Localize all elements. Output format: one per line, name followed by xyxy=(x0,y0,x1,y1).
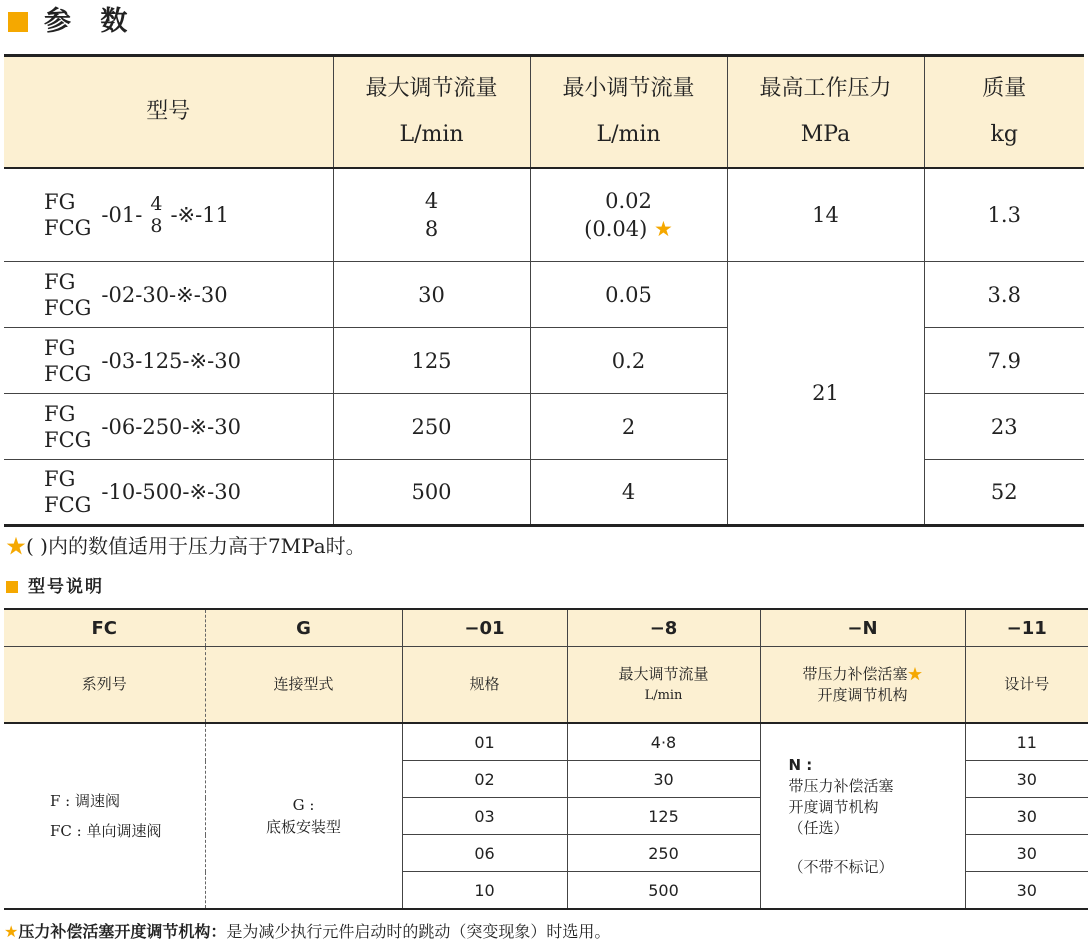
series-options: F : 调速阀 FC : 单向调速阀 xyxy=(4,723,205,909)
pressure-cell: 21 xyxy=(727,262,924,526)
star-icon: ★ xyxy=(907,664,923,683)
desc-max-flow: 最大调节流量 L/min xyxy=(567,647,760,724)
size-cell: 01 xyxy=(402,723,567,761)
max-flow-cell: 250 xyxy=(333,394,530,460)
max-flow-cell: 500 xyxy=(333,460,530,526)
design-cell: 30 xyxy=(965,798,1088,835)
pressure-cell: 14 xyxy=(727,168,924,262)
max-flow-cell: 30 xyxy=(333,262,530,328)
model-code-table xyxy=(4,608,1088,910)
section-marker-icon xyxy=(6,581,18,593)
header-mass: 质量 kg xyxy=(924,56,1084,168)
flow-cell: 250 xyxy=(567,835,760,872)
size-cell: 03 xyxy=(402,798,567,835)
code-series: FC xyxy=(4,609,205,647)
mass-cell: 7.9 xyxy=(924,328,1084,394)
design-cell: 11 xyxy=(965,723,1088,761)
flow-cell: 125 xyxy=(567,798,760,835)
flow-cell: 500 xyxy=(567,872,760,910)
section-title: 型号说明 xyxy=(28,577,104,597)
size-cell: 10 xyxy=(402,872,567,910)
header-model: 型号 xyxy=(4,56,333,168)
model-cell: FG FCG -01- 4 8 -※-11 xyxy=(4,168,333,262)
spec-table xyxy=(4,54,1084,527)
header-min-flow: 最小调节流量 L/min xyxy=(530,56,727,168)
desc-connection: 连接型式 xyxy=(205,647,402,724)
max-flow-cell: 125 xyxy=(333,328,530,394)
desc-row xyxy=(4,647,1088,724)
size-cell: 06 xyxy=(402,835,567,872)
mass-cell: 3.8 xyxy=(924,262,1084,328)
design-cell: 30 xyxy=(1016,880,1037,900)
desc-adjust: 带压力补偿活塞★ 开度调节机构 xyxy=(760,647,965,724)
star-icon: ★ xyxy=(4,922,19,941)
flow-cell: 30 xyxy=(567,761,760,798)
design-cell: 30 xyxy=(965,761,1088,798)
connection-options: G : 底板安装型 xyxy=(205,723,402,909)
mass-cell: 23 xyxy=(924,394,1084,460)
section-marker-icon xyxy=(8,12,28,32)
adjust-option: N : 带压力补偿活塞 开度调节机构 （任选） （不带不标记） xyxy=(760,723,965,909)
size-cell: 02 xyxy=(402,761,567,798)
code-design: −11 xyxy=(965,609,1088,647)
star-icon: ★ xyxy=(654,216,673,241)
code-connection: G xyxy=(205,609,402,647)
star-icon: ★ xyxy=(6,534,26,558)
table-row xyxy=(4,168,1084,262)
code-size: −01 xyxy=(402,609,567,647)
footnote-adjust: ★压力补偿活塞开度调节机构：是为减少执行元件启动时的跳动（突变现象）时选用。 xyxy=(4,922,611,941)
design-cell: 30 xyxy=(965,835,1088,872)
model-cell: FG FCG -06-250-※-30 xyxy=(4,394,333,460)
flow-cell: 4·8 xyxy=(567,723,760,761)
max-flow-cell: 4 8 xyxy=(333,168,530,262)
code-option: −N xyxy=(760,609,965,647)
min-flow-cell: 2 xyxy=(530,394,727,460)
desc-size: 规格 xyxy=(402,647,567,724)
table-row xyxy=(4,723,1088,761)
mass-cell: 52 xyxy=(924,460,1084,526)
header-max-flow: 最大调节流量 L/min xyxy=(333,56,530,168)
min-flow-cell: 0.02 (0.04) ★ xyxy=(530,168,727,262)
min-flow-cell: 0.2 xyxy=(530,328,727,394)
model-cell: FG FCG -03-125-※-30 xyxy=(4,328,333,394)
desc-design: 设计号 xyxy=(965,647,1088,724)
model-cell: FG FCG -10-500-※-30 xyxy=(4,460,333,526)
code-flow: −8 xyxy=(567,609,760,647)
min-flow-cell: 0.05 xyxy=(530,262,727,328)
page-title: 参 数 xyxy=(44,6,138,37)
code-row xyxy=(4,609,1088,647)
desc-series: 系列号 xyxy=(4,647,205,724)
min-flow-cell: 4 xyxy=(530,460,727,526)
footnote-pressure: ★( )内的数值适用于压力高于7MPa时。 xyxy=(6,534,366,558)
header-pressure: 最高工作压力 MPa xyxy=(727,56,924,168)
model-cell: FG FCG -02-30-※-30 xyxy=(4,262,333,328)
table-row xyxy=(4,262,1084,328)
mass-cell: 1.3 xyxy=(924,168,1084,262)
